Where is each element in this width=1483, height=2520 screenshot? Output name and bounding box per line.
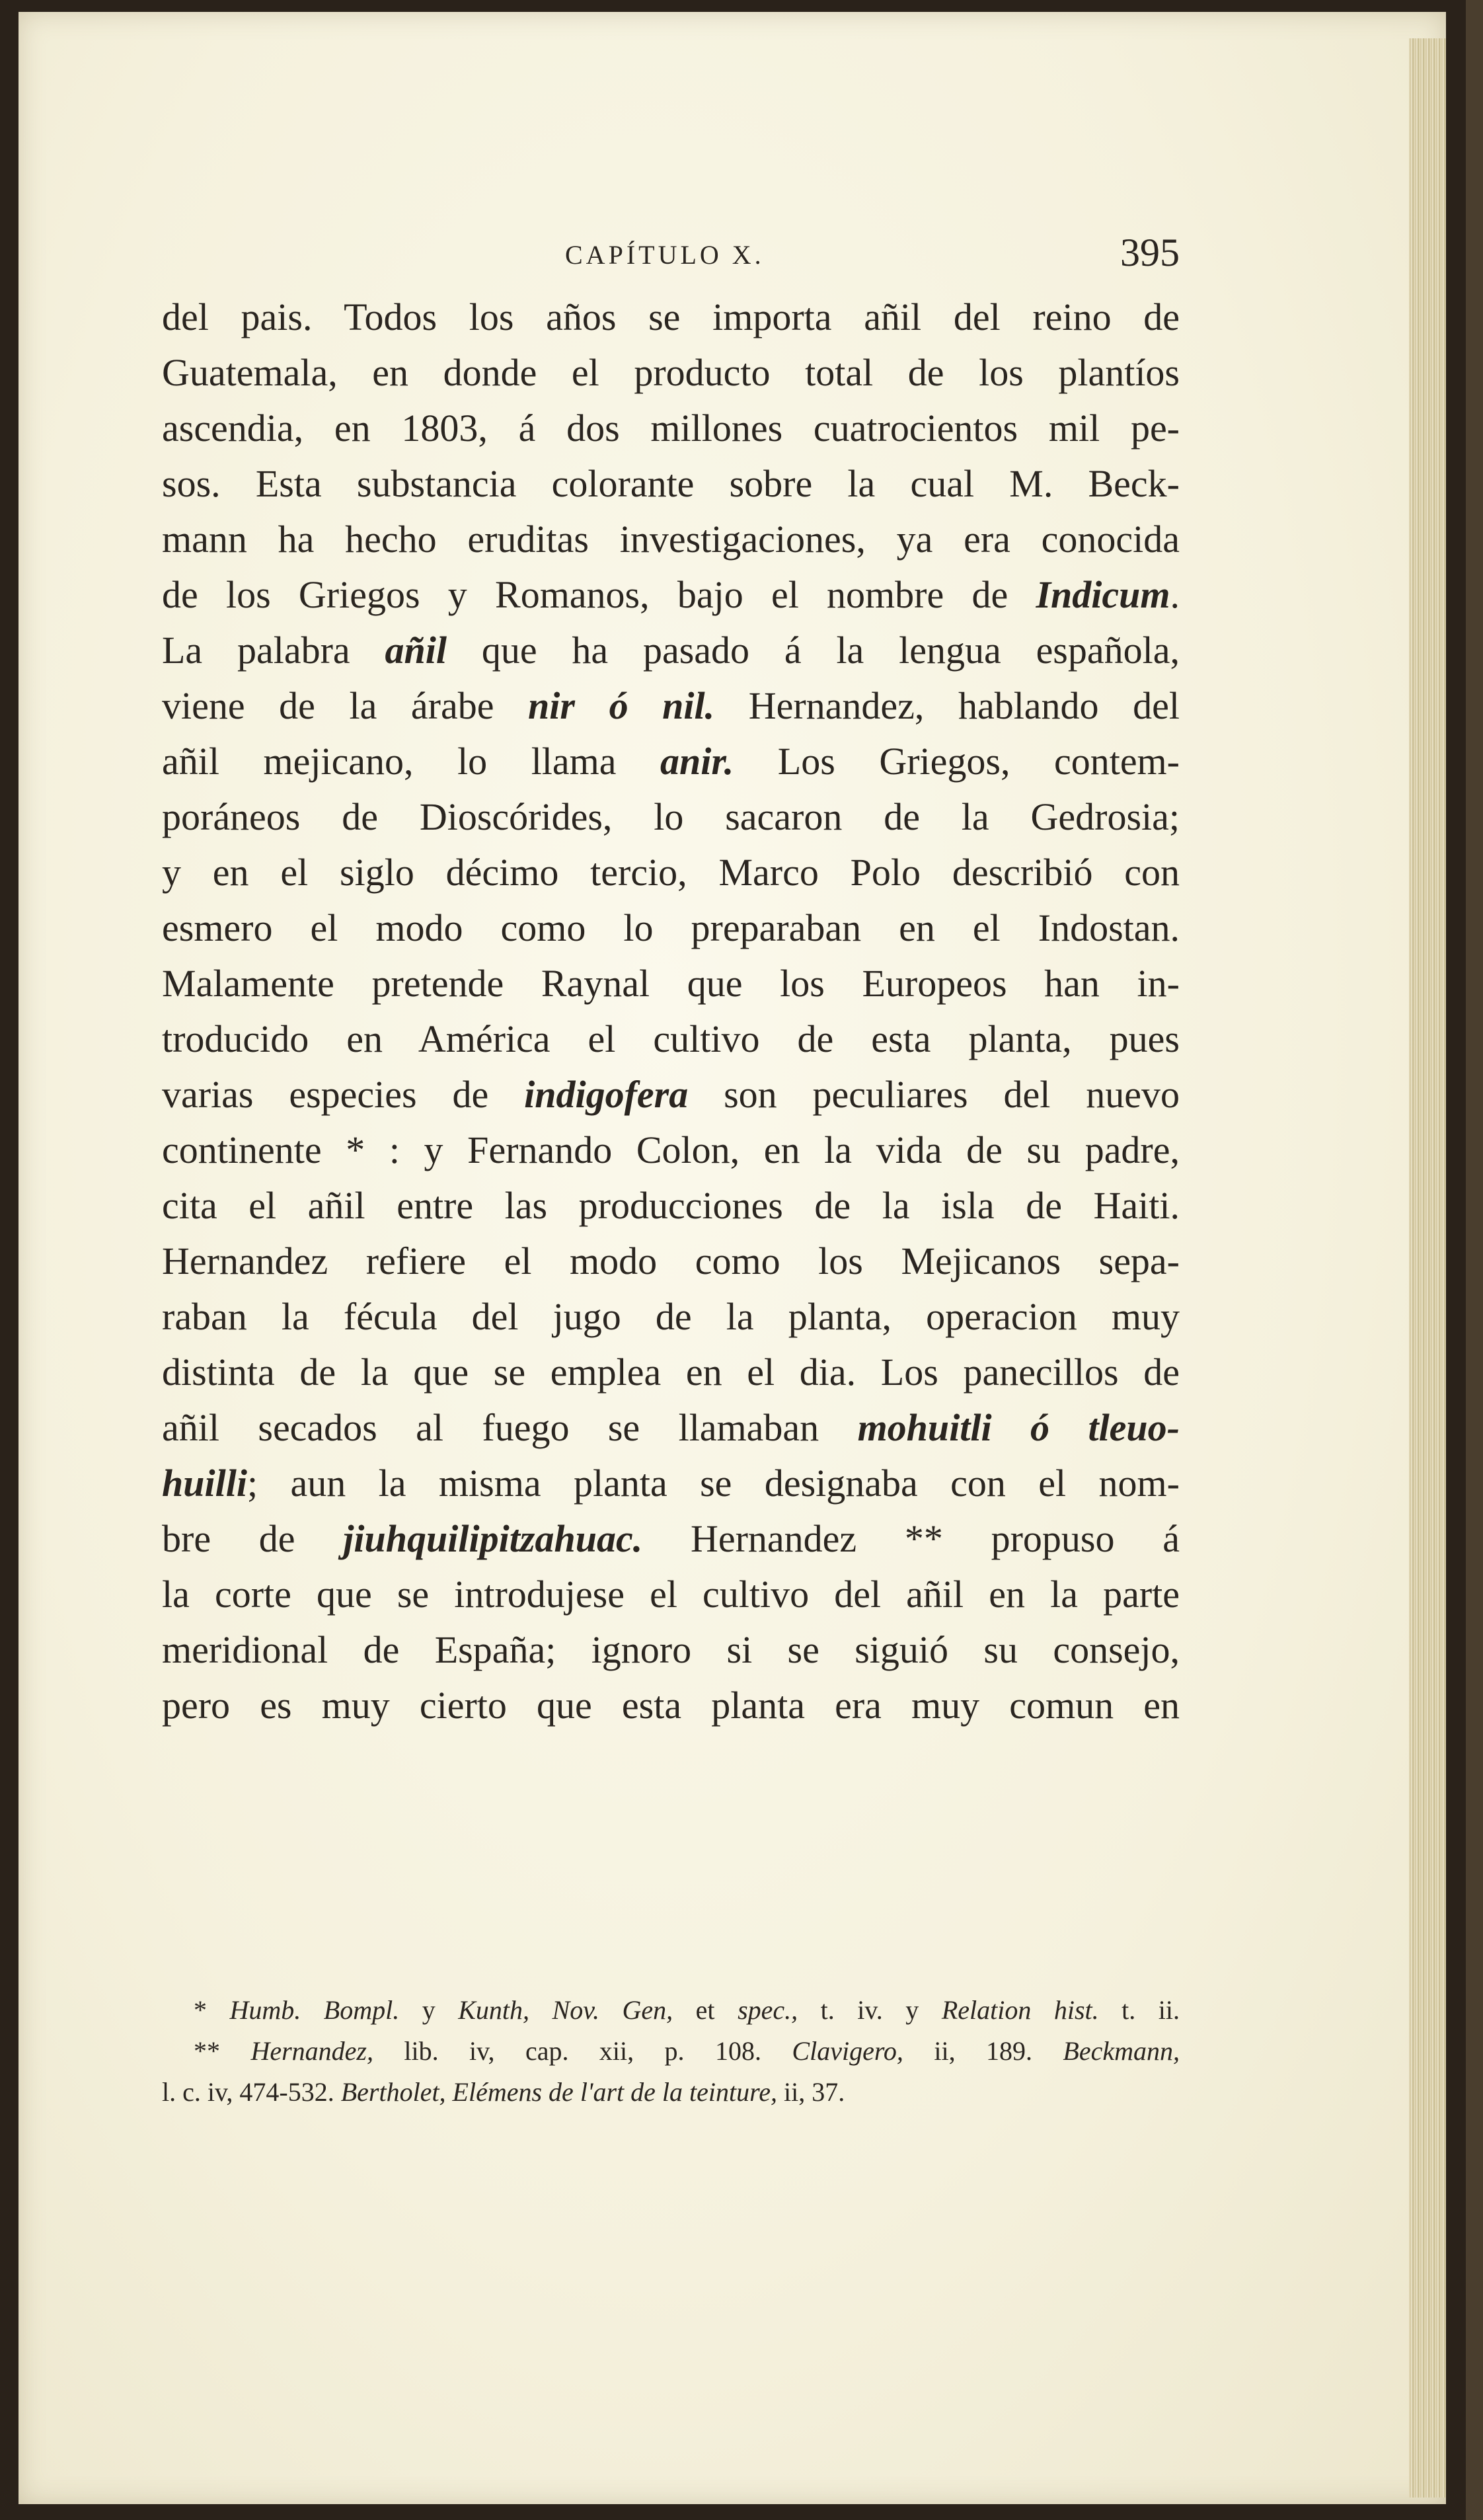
- text-run: la corte que se introdujese el cultivo del añil en la parte: [162, 1573, 1180, 1616]
- italic-text: Bertholet, Elémens de l'art de la teinture,: [340, 2077, 777, 2107]
- text-run: bre de: [162, 1517, 344, 1560]
- italic-text: Clavigero,: [792, 2036, 903, 2066]
- footnotes-line: [162, 2031, 1180, 2072]
- page-header: [162, 230, 1180, 283]
- text-run: pero es muy cierto que esta planta era muy comun en: [162, 1684, 1180, 1727]
- page-number: 395: [1120, 231, 1180, 274]
- text-run: **: [194, 2036, 251, 2066]
- italic-text: spec.,: [738, 1995, 798, 2025]
- body-line: [162, 456, 1180, 512]
- text-run: troducido en América el cultivo de esta planta, pues: [162, 1017, 1180, 1060]
- text-run: .: [1170, 573, 1180, 616]
- text-run: Guatemala, en donde el producto total de los plantíos: [162, 351, 1180, 394]
- text-run: varias especies de: [162, 1073, 525, 1116]
- running-head: CAPÍTULO X.: [565, 240, 765, 270]
- text-run: ascendia, en 1803, á dos millones cuatrocientos mil pe-: [162, 407, 1180, 450]
- text-run: ii, 37.: [777, 2077, 845, 2107]
- footnotes: [162, 1990, 1180, 2113]
- italic-text: anir.: [660, 740, 734, 783]
- body-line: [162, 845, 1180, 900]
- text-run: y: [399, 1995, 459, 2025]
- body-line: [162, 1234, 1180, 1289]
- text-run: l. c. iv, 474-532.: [162, 2077, 341, 2107]
- body-line: [162, 290, 1180, 345]
- body-line: [162, 1178, 1180, 1234]
- italic-text: nir ó nil.: [528, 684, 715, 727]
- body-line: [162, 1011, 1180, 1067]
- text-run: y en el siglo décimo tercio, Marco Polo describió con: [162, 851, 1180, 894]
- text-run: lib. iv, cap. xii, p. 108.: [373, 2036, 792, 2066]
- italic-text: Beckmann,: [1063, 2036, 1180, 2066]
- italic-text: huilli: [162, 1462, 247, 1505]
- footnotes-line: [162, 1990, 1180, 2031]
- text-run: Hernandez, hablando del: [714, 684, 1180, 727]
- italic-text: Indicum: [1036, 573, 1170, 616]
- text-run: cita el añil entre las producciones de la isla de Haiti.: [162, 1184, 1180, 1227]
- text-run: Los Griegos, contem-: [734, 740, 1180, 783]
- text-run: de los Griegos y Romanos, bajo el nombre de: [162, 573, 1036, 616]
- text-run: t. iv. y: [798, 1995, 942, 2025]
- text-run: La palabra: [162, 629, 385, 672]
- text-run: raban la fécula del jugo de la planta, operacion muy: [162, 1295, 1180, 1338]
- body-line: [162, 1567, 1180, 1622]
- text-run: mann ha hecho eruditas investigaciones, ya era conocida: [162, 518, 1180, 561]
- text-run: poráneos de Dioscórides, lo sacaron de la Gedrosia;: [162, 795, 1180, 838]
- body-line: [162, 1122, 1180, 1178]
- italic-text: Humb. Bompl.: [229, 1995, 400, 2025]
- text-run: *: [194, 1995, 230, 2025]
- page-stack-edge: [1409, 38, 1446, 2498]
- italic-text: indigofera: [524, 1073, 689, 1116]
- italic-text: Hernandez,: [250, 2036, 373, 2066]
- text-run: continente * : y Fernando Colon, en la vida de su padre,: [162, 1128, 1180, 1171]
- body-line: [162, 401, 1180, 456]
- body-line: [162, 512, 1180, 567]
- body-line: [162, 1622, 1180, 1678]
- book-edge-shadow: [1466, 0, 1483, 2520]
- body-line: [162, 1456, 1180, 1511]
- italic-text: Relation hist.: [941, 1995, 1099, 2025]
- text-run: ; aun la misma planta se designaba con el nom-: [247, 1462, 1180, 1505]
- text-run: Malamente pretende Raynal que los Europeos han in-: [162, 962, 1180, 1005]
- body-line: [162, 734, 1180, 789]
- body-line: [162, 1345, 1180, 1400]
- body-text: [162, 290, 1180, 1733]
- body-line: [162, 956, 1180, 1011]
- italic-text: mohuitli ó tleuo-: [857, 1406, 1180, 1449]
- text-run: Hernandez refiere el modo como los Mejicanos sepa-: [162, 1240, 1180, 1282]
- text-run: son peculiares del nuevo: [688, 1073, 1180, 1116]
- text-run: t. ii.: [1098, 1995, 1180, 2025]
- body-line: [162, 789, 1180, 845]
- text-run: Hernandez ** propuso á: [642, 1517, 1180, 1560]
- body-line: [162, 345, 1180, 401]
- italic-text: añil: [385, 629, 447, 672]
- text-run: que ha pasado á la lengua española,: [447, 629, 1180, 672]
- italic-text: jiuhquilipitzahuac.: [343, 1517, 643, 1560]
- text-run: et: [673, 1995, 738, 2025]
- body-line: [162, 1289, 1180, 1345]
- body-line: [162, 1678, 1180, 1733]
- text-run: del pais. Todos los años se importa añil del reino de: [162, 295, 1180, 338]
- body-line: [162, 1511, 1180, 1567]
- body-line: [162, 900, 1180, 956]
- body-line: [162, 623, 1180, 678]
- body-line: [162, 1400, 1180, 1456]
- body-line: [162, 678, 1180, 734]
- text-run: añil mejicano, lo llama: [162, 740, 661, 783]
- text-run: viene de la árabe: [162, 684, 529, 727]
- body-line: [162, 567, 1180, 623]
- text-run: añil secados al fuego se llamaban: [162, 1406, 858, 1449]
- text-run: sos. Esta substancia colorante sobre la cual M. Beck-: [162, 462, 1180, 505]
- text-run: esmero el modo como lo preparaban en el Indostan.: [162, 906, 1180, 949]
- body-line: [162, 1067, 1180, 1122]
- text-run: meridional de España; ignoro si se siguió su consejo,: [162, 1628, 1180, 1671]
- text-run: ii, 189.: [903, 2036, 1063, 2066]
- italic-text: Kunth, Nov. Gen,: [458, 1995, 673, 2025]
- text-run: distinta de la que se emplea en el dia. Los panecillos de: [162, 1351, 1180, 1394]
- footnotes-line: [162, 2072, 1180, 2113]
